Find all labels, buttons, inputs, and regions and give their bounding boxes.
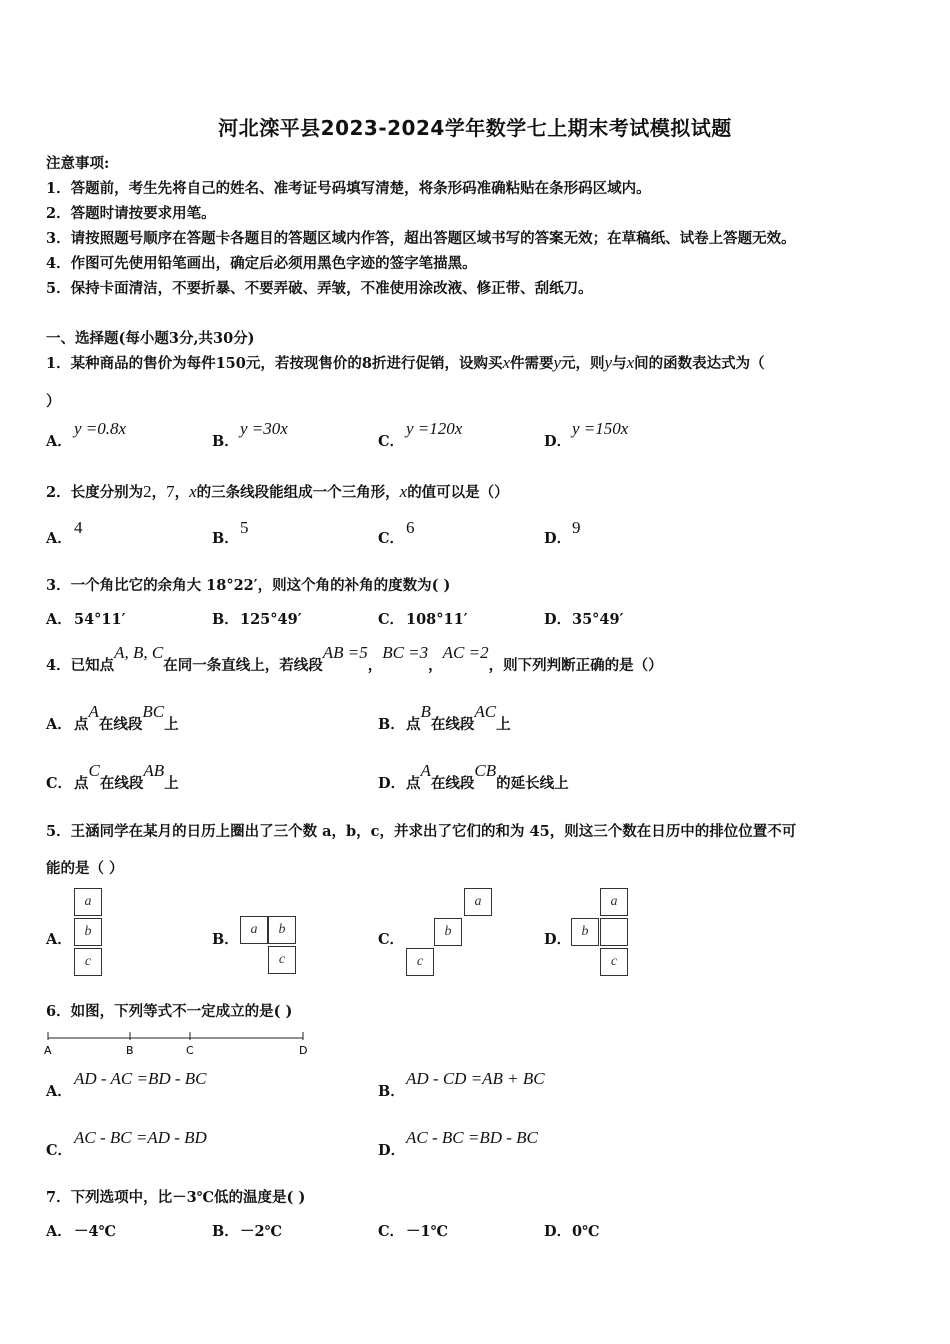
q1-text-5: 间的函数表达式为（ [634, 355, 765, 372]
calendar-cell-b: b [268, 916, 296, 944]
option-text: 点 [406, 775, 421, 792]
option-text: 的延长线上 [496, 775, 569, 792]
option-value: 5 [240, 518, 249, 537]
q4-sep-2: ， [428, 657, 443, 674]
q5-figure-c[interactable] [406, 888, 496, 980]
q5-figure-a[interactable] [74, 888, 106, 980]
option-expr: AC - BC =BD - BC [406, 1128, 538, 1147]
q5-option-b-label[interactable]: B． [212, 931, 239, 948]
q2-option-d[interactable] [544, 518, 581, 548]
calendar-cell-b: b [74, 918, 102, 946]
calendar-cell-empty [600, 918, 628, 946]
option-value: 125°49′ [240, 611, 302, 628]
notice-item: 2．答题时请按要求用笔。 [46, 205, 216, 222]
notice-item: 1．答题前，考生先将自己的姓名、准考证号码填写清楚，将条形码准确粘贴在条形码区域内。 [46, 180, 651, 197]
question-1 [46, 352, 765, 373]
calendar-cell-a: a [74, 888, 102, 916]
q6-option-a[interactable] [46, 1069, 207, 1101]
q5-figure-b[interactable] [240, 916, 302, 978]
section-heading: 一、选择题(每小题3分,共30分) [46, 330, 255, 347]
option-point: A [420, 761, 431, 780]
line-segment-figure [40, 1028, 320, 1060]
option-value: 4 [74, 518, 83, 537]
question-7: 7．下列选项中，比－3℃低的温度是( ) [46, 1189, 306, 1206]
option-label: D． [544, 1223, 572, 1240]
q4-text-2: 在同一条直线上，若线段 [163, 657, 323, 674]
option-text: 点 [74, 716, 89, 733]
q1-text-3: 元，则 [561, 355, 605, 372]
calendar-cell-b: b [571, 918, 599, 946]
option-value: －4℃ [74, 1223, 116, 1240]
q7-option-b[interactable] [212, 1220, 282, 1241]
option-expr: AD - CD =AB + BC [406, 1069, 545, 1088]
option-expr: AD - AC =BD - BC [74, 1069, 207, 1088]
point-label-a: A [44, 1044, 52, 1057]
question-3: 3．一个角比它的余角大 18°22′，则这个角的补角的度数为( ) [46, 577, 451, 594]
option-label: D． [378, 775, 406, 792]
option-expr: AC - BC =AD - BD [74, 1128, 207, 1147]
option-value: 6 [406, 518, 415, 537]
option-expr: y =150x [572, 419, 629, 438]
option-text: 上 [164, 716, 179, 733]
q7-option-d[interactable] [544, 1220, 599, 1241]
option-label: A． [46, 611, 72, 628]
option-value: 35°49′ [572, 611, 624, 628]
option-label: A． [46, 716, 72, 733]
q6-option-c[interactable] [46, 1128, 207, 1160]
q5-option-d-label[interactable]: D． [544, 931, 572, 948]
q2-text-1: 2．长度分别为 [46, 484, 144, 501]
option-text: 点 [74, 775, 89, 792]
q3-option-d[interactable] [544, 608, 623, 629]
notice-item: 3．请按照题号顺序在答题卡各题目的答题区域内作答，超出答题区域书写的答案无效；在草稿纸、试卷上答题无效。 [46, 230, 796, 247]
q1-text-2: 件需要 [510, 355, 554, 372]
question-5-line-1: 5．王涵同学在某月的日历上圈出了三个数 a，b，c，并求出了它们的和为 45，则这三个数在日历中的排位位置不可 [46, 823, 797, 840]
option-value: 0℃ [572, 1223, 600, 1240]
option-label: B． [212, 530, 239, 547]
option-value: －2℃ [240, 1223, 282, 1240]
option-label: C． [46, 775, 73, 792]
notice-item: 4．作图可先使用铅笔画出，确定后必须用黑色字迹的签字笔描黑。 [46, 255, 477, 272]
q4-expr-3: AC =2 [442, 643, 489, 662]
option-value: 108°11′ [406, 611, 468, 628]
option-label: C． [378, 530, 405, 547]
option-label: D． [544, 611, 572, 628]
option-value: 9 [572, 518, 581, 537]
point-label-b: B [126, 1044, 134, 1057]
question-5-line-2: 能的是（ ） [46, 860, 124, 877]
option-label: C． [378, 433, 405, 450]
point-label-d: D [299, 1044, 308, 1057]
q1-option-d[interactable] [544, 419, 629, 451]
option-label: A． [46, 1083, 72, 1100]
q2-var-x: x [189, 482, 197, 501]
calendar-cell-a: a [240, 916, 268, 944]
q4-option-c[interactable] [46, 761, 179, 793]
option-text: 在线段 [98, 716, 143, 733]
option-label: D． [544, 530, 572, 547]
option-label: C． [378, 1223, 405, 1240]
q4-sep-1: ， [367, 657, 383, 674]
option-expr: y =0.8x [74, 419, 127, 438]
option-label: D． [378, 1142, 406, 1159]
q1-close-paren: ） [46, 393, 61, 410]
option-text: 在线段 [430, 716, 475, 733]
q4-option-d[interactable] [378, 761, 569, 793]
option-point: C [88, 761, 100, 780]
q2-text-2: 的三条线段能组成一个三角形， [196, 484, 400, 501]
option-value: －1℃ [406, 1223, 448, 1240]
q7-option-c[interactable] [378, 1220, 448, 1241]
q4-expr-2: BC =3 [382, 643, 429, 662]
question-2 [46, 481, 509, 502]
q2-option-b[interactable] [212, 518, 249, 548]
q4-points: A, B, C [114, 643, 164, 662]
q3-option-b[interactable] [212, 608, 302, 629]
option-text: 上 [164, 775, 179, 792]
option-label: A． [46, 433, 72, 450]
q4-text-1: 4．已知点 [46, 657, 115, 674]
q2-text-3: 的值可以是（） [407, 484, 509, 501]
q2-sep-1: ， [151, 484, 167, 501]
question-6: 6．如图，下列等式不一定成立的是( ) [46, 1003, 293, 1020]
option-segment: BC [142, 702, 165, 721]
calendar-cell-c: c [406, 948, 434, 976]
option-label: D． [544, 433, 572, 450]
option-label: B． [212, 611, 239, 628]
question-4 [46, 643, 663, 675]
option-value: 54°11′ [74, 611, 126, 628]
q1-option-b[interactable] [212, 419, 288, 451]
notice-heading: 注意事项: [46, 155, 110, 172]
notice-item: 5．保持卡面清洁，不要折暴、不要弄破、弄皱，不准使用涂改液、修正带、刮纸刀。 [46, 280, 593, 297]
option-label: A． [46, 1223, 72, 1240]
option-segment: CB [474, 761, 497, 780]
q2-num-1: 2 [143, 482, 152, 501]
q1-text-1: 1．某种商品的售价为每件150元，若按现售价的8折进行促销，设购买 [46, 355, 503, 372]
q1-var-y2: y [604, 353, 613, 372]
calendar-cell-a: a [464, 888, 492, 916]
q4-text-3: ，则下列判断正确的是（） [488, 657, 663, 674]
option-label: C． [46, 1142, 73, 1159]
calendar-cell-b: b [434, 918, 462, 946]
option-point: A [88, 702, 99, 721]
q1-var-x: x [502, 353, 510, 372]
option-segment: AC [474, 702, 497, 721]
option-expr: y =30x [240, 419, 288, 438]
q4-expr-1: AB =5 [322, 643, 368, 662]
q6-option-d[interactable] [378, 1128, 538, 1160]
q3-option-a[interactable] [46, 608, 125, 629]
q6-option-b[interactable] [378, 1069, 545, 1101]
q1-option-c[interactable] [378, 419, 463, 451]
q3-option-c[interactable] [378, 608, 468, 629]
q1-option-a[interactable] [46, 419, 127, 451]
q2-var-x2: x [399, 482, 408, 501]
option-expr: y =120x [406, 419, 463, 438]
option-label: B． [378, 716, 405, 733]
q2-sep-2: ， [174, 484, 190, 501]
calendar-cell-c: c [74, 948, 102, 976]
q7-option-a[interactable] [46, 1220, 116, 1241]
q1-text-4: 与 [612, 355, 627, 372]
calendar-cell-a: a [600, 888, 628, 916]
option-label: B． [212, 1223, 239, 1240]
q1-var-y: y [553, 353, 562, 372]
option-text: 在线段 [99, 775, 144, 792]
point-label-c: C [186, 1044, 194, 1057]
option-point: B [420, 702, 431, 721]
option-text: 点 [406, 716, 421, 733]
q1-var-x2: x [626, 353, 635, 372]
q5-figure-d[interactable] [571, 888, 633, 980]
option-label: B． [378, 1083, 405, 1100]
calendar-cell-c: c [600, 948, 628, 976]
q4-option-b[interactable] [378, 702, 511, 734]
option-text: 上 [496, 716, 511, 733]
q2-num-2: 7 [166, 482, 175, 501]
option-label: A． [46, 530, 72, 547]
q5-option-a-label[interactable]: A． [46, 931, 72, 948]
option-label: C． [378, 611, 405, 628]
page-title: 河北滦平县2023-2024学年数学七上期末考试模拟试题 [218, 116, 732, 140]
q2-option-a[interactable] [46, 518, 83, 548]
option-label: B． [212, 433, 239, 450]
option-text: 在线段 [430, 775, 475, 792]
calendar-cell-c: c [268, 946, 296, 974]
option-segment: AB [143, 761, 165, 780]
q4-option-a[interactable] [46, 702, 179, 734]
q2-option-c[interactable] [378, 518, 415, 548]
q5-option-c-label[interactable]: C． [378, 931, 405, 948]
